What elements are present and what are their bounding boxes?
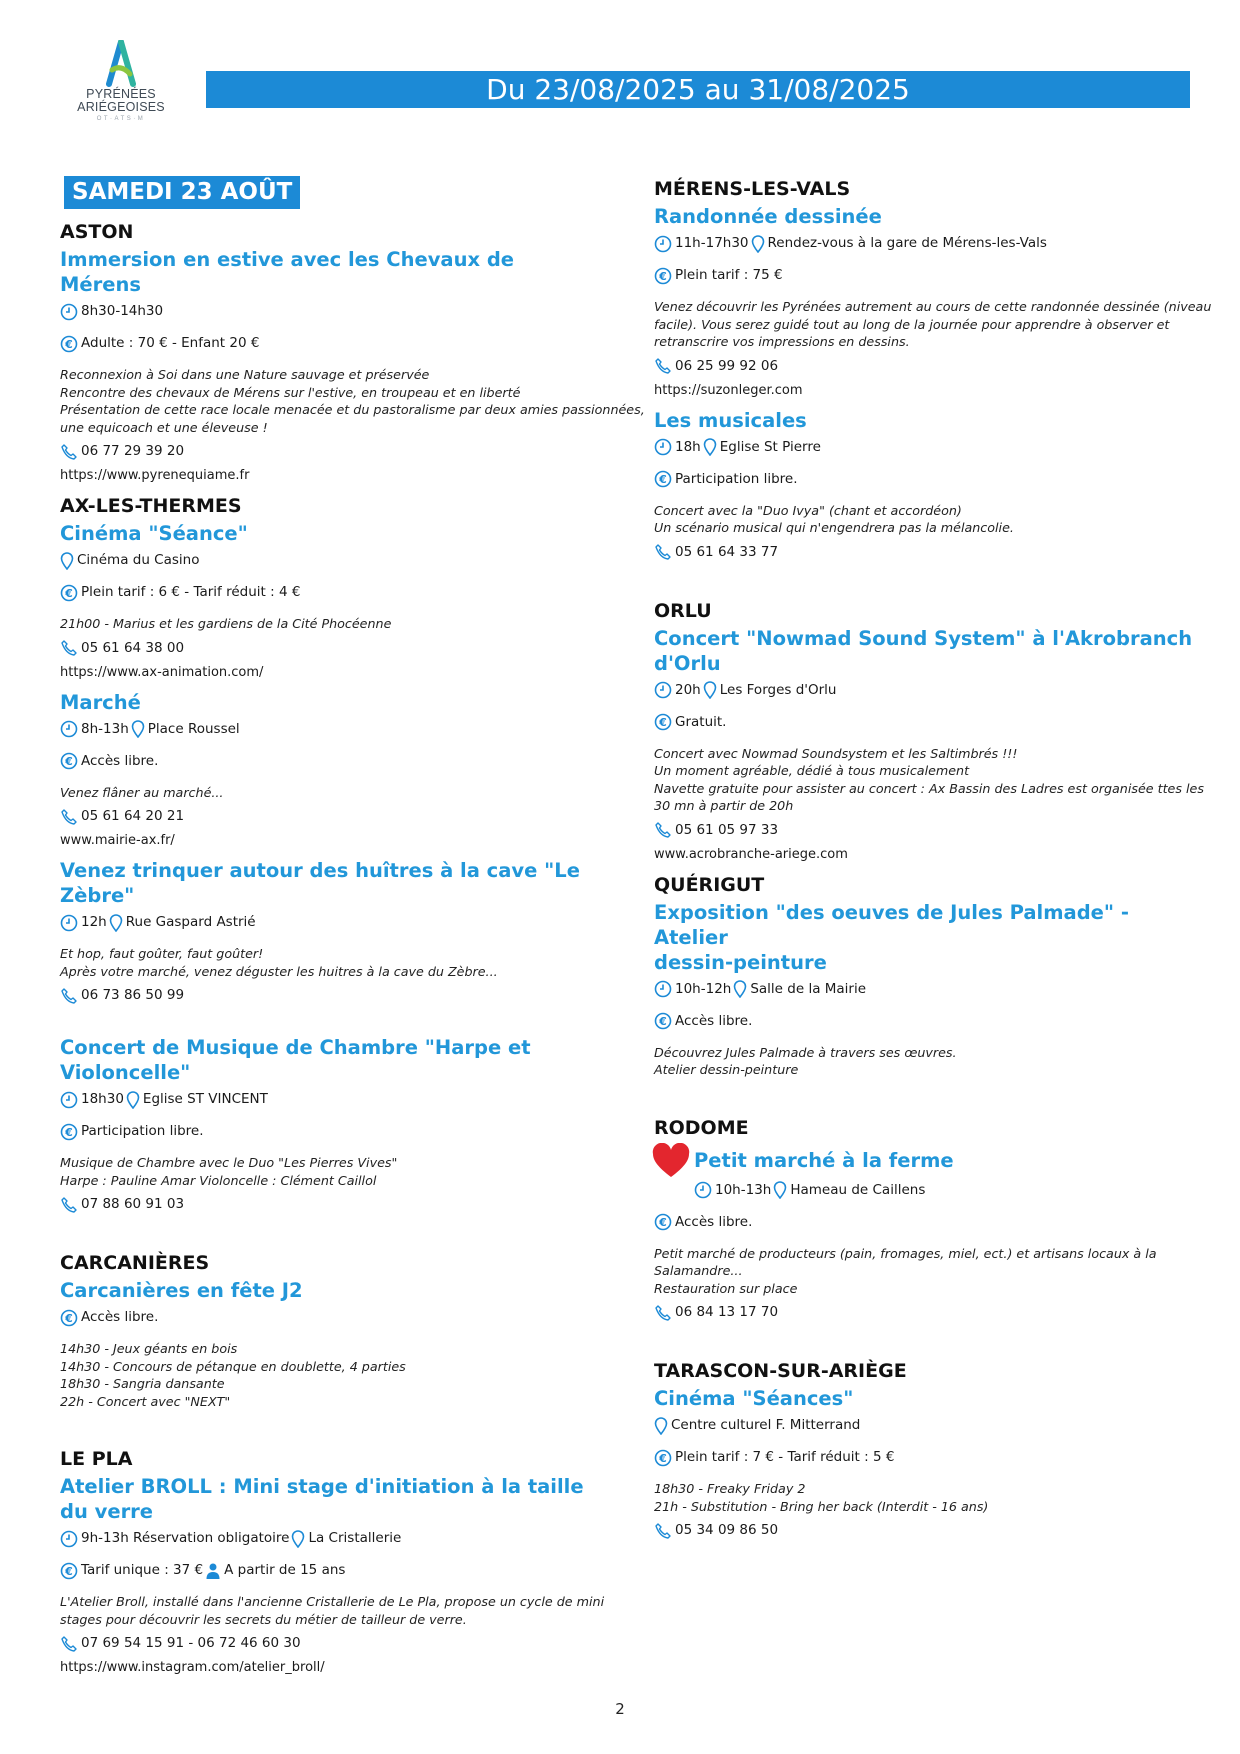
event-price: Participation libre. (675, 470, 798, 487)
location-pin-icon (126, 1091, 140, 1109)
event-time: 18h (675, 438, 701, 455)
event-phone[interactable]: 05 61 64 38 00 (81, 639, 185, 656)
event-phone-row (60, 1634, 600, 1653)
location-pin-icon (703, 681, 717, 699)
event-time-place-row (60, 1090, 600, 1109)
phone-icon (654, 821, 672, 839)
event-price-row (654, 470, 1194, 489)
event-price: Accès libre. (675, 1012, 753, 1029)
event-phone[interactable]: 06 73 86 50 99 (81, 987, 185, 1003)
phone-icon (60, 639, 78, 657)
event-description: 18h30 - Freaky Friday 2 21h - Substitution - Bring her back (Interdit - 16 ans) (654, 1481, 989, 1514)
event-place: Cinéma du Casino (77, 552, 200, 568)
phone-icon (654, 543, 672, 561)
event-price-row (60, 752, 600, 771)
event-description: Concert avec Nowmad Soundsystem et les Saltimbrés !!! Un moment agréable, dédié à tous musicalement Navette gratuite pour assister au concert : Ax Bassin des Ladres est organisée ttes les 30 mn à partir de 20h (654, 745, 1204, 813)
svg-text:€: € (65, 1311, 73, 1325)
event-phone[interactable]: 05 34 09 86 50 (675, 1522, 779, 1538)
clock-icon (60, 914, 78, 932)
event-place: Rue Gaspard Astrié (125, 914, 256, 930)
event-url[interactable]: https://www.ax-animation.com/ (60, 664, 264, 680)
town-tarascon-sur-ariege: TARASCON-SUR-ARIÈGE (654, 1360, 907, 1382)
svg-text:€: € (65, 755, 73, 768)
svg-text:€: € (65, 586, 73, 600)
town-ax-les-thermes: AX-LES-THERMES (60, 495, 242, 517)
event-phone-row (60, 1195, 600, 1214)
event-price: Plein tarif : 6 € - Tarif réduit : 4 € (81, 584, 301, 600)
svg-text:€: € (659, 269, 667, 283)
event-description: Et hop, faut goûter, faut goûter! Après votre marché, venez déguster les huitres à la cave du Zèbre... (60, 946, 498, 979)
event-url[interactable]: https://suzonleger.com (654, 382, 803, 398)
logo-line-3: OT·ATS·M (96, 116, 146, 122)
event-time-place-row (654, 438, 1194, 457)
euro-icon (60, 1562, 78, 1580)
phone-icon (60, 1196, 78, 1214)
event-phone[interactable]: 05 61 05 97 33 (675, 821, 779, 838)
event-place: Hameau de Caillens (790, 1181, 926, 1198)
event-time-place-row (654, 980, 1194, 999)
town-rodome: RODOME (654, 1116, 749, 1139)
euro-icon (654, 1449, 672, 1467)
location-pin-icon (291, 1530, 305, 1548)
day-badge: SAMEDI 23 AOÛT (64, 176, 300, 209)
event-place: Salle de la Mairie (750, 980, 867, 997)
clock-icon (654, 681, 672, 699)
event-description: 21h00 - Marius et les gardiens de la Cité Phocéenne (60, 616, 392, 631)
svg-text:€: € (659, 1451, 667, 1465)
event-title: Petit marché à la ferme (694, 1149, 954, 1172)
event-time: 20h (675, 681, 701, 698)
event-place: Place Roussel (147, 720, 240, 737)
heart-icon (651, 1143, 691, 1179)
event-title: Immersion en estive avec les Chevaux de Mérens (60, 248, 515, 296)
event-price: Accès libre. (675, 1213, 753, 1230)
event-price-row (60, 583, 600, 602)
euro-icon (654, 267, 672, 285)
event-description: L'Atelier Broll, installé dans l'ancienne Cristallerie de Le Pla, propose un cycle de mini stages pour découvrir les secrets du métier de tailleur de verre. (60, 1594, 605, 1627)
event-title: Marché (60, 690, 141, 714)
town-querigut: QUÉRIGUT (654, 873, 765, 896)
event-phone[interactable]: 07 69 54 15 91 - 06 72 46 60 30 (81, 1635, 301, 1651)
event-title: Exposition "des oeuves de Jules Palmade" - Atelier dessin-peinture (654, 900, 1129, 974)
clock-icon (60, 1530, 78, 1548)
location-pin-icon (733, 980, 747, 998)
phone-icon (654, 357, 672, 375)
brand-logo (70, 40, 172, 122)
event-time: 8h-13h (81, 720, 129, 737)
event-phone-row (654, 357, 1194, 376)
euro-icon (60, 752, 78, 770)
phone-icon (60, 808, 78, 826)
page-number: 2 (615, 1700, 625, 1718)
event-description: Petit marché de producteurs (pain, fromages, miel, ect.) et artisans locaux à la Salamandre... Restauration sur place (654, 1245, 1157, 1296)
event-price: Accès libre. (81, 1309, 159, 1325)
person-icon (205, 1562, 221, 1580)
event-time: 18h30 (81, 1091, 124, 1107)
event-description: Musique de Chambre avec le Duo "Les Pierres Vives" Harpe : Pauline Amar Violoncelle : Clément Caillol (60, 1155, 398, 1188)
location-pin-icon (654, 1417, 668, 1435)
event-phone-row (654, 1521, 1194, 1540)
location-pin-icon (751, 235, 765, 253)
event-title: Venez trinquer autour des huîtres à la cave "Le Zèbre" (60, 859, 580, 907)
event-time: 12h (81, 914, 107, 930)
event-phone[interactable]: 05 61 64 33 77 (675, 543, 779, 560)
event-place: Rendez-vous à la gare de Mérens-les-Vals (767, 235, 1047, 251)
svg-text:€: € (65, 1125, 73, 1139)
event-place: Eglise ST VINCENT (142, 1091, 268, 1107)
event-url[interactable]: https://www.pyrenequiame.fr (60, 468, 250, 483)
clock-icon (654, 980, 672, 998)
clock-icon (694, 1181, 712, 1199)
clock-icon (60, 720, 78, 738)
svg-text:€: € (659, 1015, 667, 1028)
event-time: 9h-13h Réservation obligatoire (81, 1530, 290, 1546)
euro-icon (654, 470, 672, 488)
event-time-place-row (654, 681, 1194, 700)
town-aston: ASTON (60, 221, 134, 243)
event-description: Concert avec la "Duo Ivya" (chant et accordéon) Un scénario musical qui n'engendrera pas la mélancolie. (654, 502, 1014, 535)
event-price-row (654, 1213, 1194, 1232)
location-pin-icon (131, 720, 145, 738)
svg-text:€: € (659, 473, 667, 486)
right-column (654, 176, 1212, 1546)
event-price-row (654, 266, 1194, 285)
event-phone-row (60, 986, 600, 1005)
euro-icon (654, 713, 672, 731)
event-title: Carcanières en fête J2 (60, 1279, 303, 1302)
event-price: Accès libre. (81, 752, 159, 769)
event-time: 11h-17h30 (675, 235, 749, 251)
clock-icon (654, 235, 672, 253)
event-title: Cinéma "Séances" (654, 1387, 854, 1410)
event-description: Venez découvrir les Pyrénées autrement au cours de cette randonnée dessinée (niveau facile). Vous serez guidé tout au long de la journée pour apprendre à observer et retranscrire vos impressions en dessins. (654, 299, 1212, 349)
svg-text:€: € (659, 716, 667, 729)
event-url[interactable]: https://www.instagram.com/atelier_broll/ (60, 1660, 325, 1675)
event-place: Centre culturel F. Mitterrand (671, 1417, 861, 1433)
event-price: Plein tarif : 75 € (675, 267, 783, 283)
event-place: Eglise St Pierre (719, 438, 821, 455)
town-le-pla: LE PLA (60, 1448, 133, 1470)
event-time: 10h-12h (675, 980, 732, 997)
left-column (60, 176, 645, 1685)
event-title: Randonnée dessinée (654, 205, 882, 228)
phone-icon (60, 443, 78, 461)
event-title: Concert "Nowmad Sound System" à l'Akrobranch d'Orlu (654, 626, 1193, 675)
clock-icon (60, 1091, 78, 1109)
event-price: Participation libre. (81, 1123, 204, 1139)
event-title: Atelier BROLL : Mini stage d'initiation à la taille du verre (60, 1475, 584, 1523)
event-price-row (60, 1122, 600, 1141)
event-price: Tarif unique : 37 € (81, 1562, 204, 1578)
logo-line-1: PYRÉNÉES (86, 87, 156, 101)
event-time: 10h-13h (715, 1181, 772, 1198)
euro-icon (654, 1213, 672, 1231)
event-phone[interactable]: 06 77 29 39 20 (81, 443, 185, 459)
event-title-row (654, 1143, 1194, 1179)
town-orlu: ORLU (654, 599, 712, 622)
event-phone-row (654, 821, 1194, 840)
location-pin-icon (60, 552, 74, 570)
event-url[interactable]: www.acrobranche-ariege.com (654, 846, 848, 862)
event-time-place-row (60, 913, 600, 932)
event-price-row (654, 1012, 1194, 1031)
event-age: A partir de 15 ans (224, 1562, 346, 1578)
phone-icon (60, 987, 78, 1005)
euro-icon (60, 1309, 78, 1327)
event-phone[interactable]: 07 88 60 91 03 (81, 1196, 185, 1212)
event-time: 8h30-14h30 (81, 303, 164, 319)
euro-icon (60, 1123, 78, 1141)
event-title: Les musicales (654, 408, 807, 432)
location-pin-icon (703, 438, 717, 456)
clock-icon (654, 438, 672, 456)
location-pin-icon (773, 1181, 787, 1199)
event-place: La Cristallerie (308, 1530, 402, 1546)
phone-icon (60, 1635, 78, 1653)
svg-text:€: € (659, 1216, 667, 1229)
event-description: Découvrez Jules Palmade à travers ses œuvres. Atelier dessin-peinture (654, 1044, 957, 1077)
event-phone[interactable]: 06 25 99 92 06 (675, 357, 779, 374)
event-time-place-row (60, 720, 600, 739)
event-time-place-row (654, 1181, 1194, 1200)
event-description: Reconnexion à Soi dans une Nature sauvage et préservée Rencontre des chevaux de Mérens sur l'estive, en troupeau et en liberté Présentation de cette race locale menacée et du pastoralisme par deux amies passionnées, une equicoach et une éleveuse ! (60, 367, 645, 435)
euro-icon (60, 335, 78, 353)
phone-icon (654, 1304, 672, 1322)
euro-icon (60, 584, 78, 602)
town-carcanieres: CARCANIÈRES (60, 1252, 210, 1274)
event-description: 14h30 - Jeux géants en bois 14h30 - Concours de pétanque en doublette, 4 parties 18h30 - Sangria dansante 22h - Concert avec "NEXT" (60, 1341, 406, 1409)
event-time-place-row (60, 1529, 600, 1548)
event-phone-row (60, 807, 600, 826)
event-phone-row (60, 639, 600, 658)
event-phone-row (60, 442, 600, 461)
town-merens-les-vals: MÉRENS-LES-VALS (654, 178, 851, 200)
event-price-row (60, 1308, 600, 1327)
event-place-row (60, 551, 600, 570)
event-url[interactable]: www.mairie-ax.fr/ (60, 833, 175, 848)
clock-icon (60, 303, 78, 321)
event-price-row (60, 334, 600, 353)
event-price-row (60, 1561, 600, 1580)
event-phone-row (654, 1303, 1194, 1322)
svg-text:€: € (65, 337, 73, 351)
phone-icon (654, 1522, 672, 1540)
event-price: Plein tarif : 7 € - Tarif réduit : 5 € (675, 1449, 895, 1465)
event-price: Adulte : 70 € - Enfant 20 € (81, 335, 260, 351)
location-pin-icon (109, 914, 123, 932)
event-phone[interactable]: 06 84 13 17 70 (675, 1304, 779, 1320)
svg-text:€: € (65, 1564, 73, 1578)
date-range-header: Du 23/08/2025 au 31/08/2025 (206, 71, 1190, 108)
event-price-row (654, 1448, 1194, 1467)
euro-icon (654, 1012, 672, 1030)
event-place-row (654, 1416, 1194, 1435)
logo-a-icon (101, 40, 141, 88)
event-price: Gratuit. (675, 713, 727, 730)
event-time-row (60, 302, 600, 321)
event-phone[interactable]: 05 61 64 20 21 (81, 808, 185, 824)
event-description: Venez flâner au marché... (60, 784, 224, 800)
event-title: Concert de Musique de Chambre "Harpe et Violoncelle" (60, 1036, 531, 1084)
event-phone-row (654, 543, 1194, 562)
event-price-row (654, 713, 1194, 732)
event-title: Cinéma "Séance" (60, 522, 248, 545)
logo-line-2: ARIÉGEOISES (77, 100, 165, 114)
event-place: Les Forges d'Orlu (719, 681, 837, 698)
event-time-place-row (654, 234, 1194, 253)
